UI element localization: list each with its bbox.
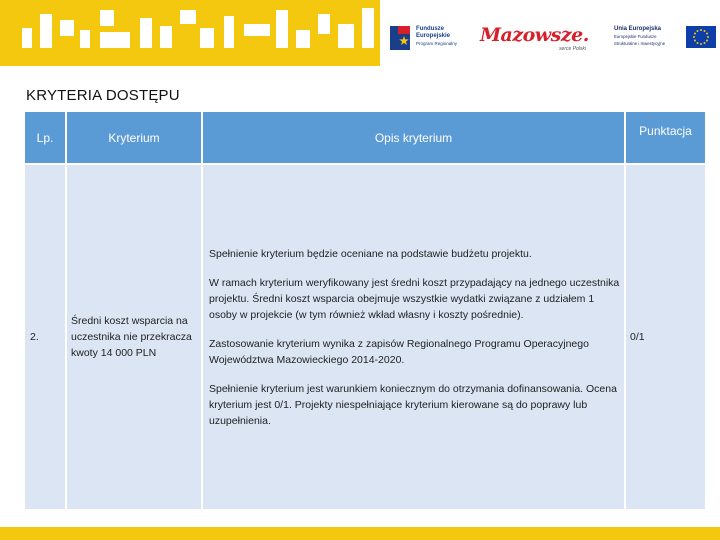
description-paragraph: Spełnienie kryterium jest warunkiem koniecznym do otrzymania dofinansowania. Ocena kryterium jest 0/1. Projekty niespełniające kryterium kierowane są do poprawy lub uzupełnienia. (209, 382, 617, 427)
description-paragraph: Zastosowanie kryterium wynika z zapisów Regionalnego Programu Operacyjnego Województwa Mazowieckiego 2014-2020. (209, 337, 589, 366)
region-logo-name: Mazowsze. (480, 24, 589, 46)
pattern-shape (338, 24, 354, 48)
eu-flag-icon (686, 26, 716, 48)
pattern-shape (296, 30, 310, 48)
cell-criterion: Średni koszt wsparcia na uczestnika nie przekracza kwoty 14 000 PLN (66, 164, 202, 510)
pattern-shape (160, 26, 172, 48)
column-header-criterion: Kryterium (66, 112, 202, 164)
region-logo (478, 22, 590, 56)
eu-logo (614, 24, 718, 56)
criteria-table (25, 112, 707, 511)
logo-strip (380, 0, 720, 66)
cell-description (202, 164, 625, 510)
pattern-shape (318, 14, 330, 34)
eu-logo-line2: Europejskie Fundusze (614, 34, 657, 39)
page-title: KRYTERIA DOSTĘPU (26, 87, 180, 104)
pattern-shape (276, 10, 288, 48)
funds-logo-line1: Fundusze (416, 26, 444, 32)
pattern-shape (60, 20, 74, 36)
pattern-shape (180, 10, 196, 24)
region-logo-tagline: serce Polski (559, 46, 586, 52)
column-header-description: Opis kryterium (202, 112, 625, 164)
funds-logo (390, 22, 480, 56)
column-header-lp: Lp. (25, 112, 66, 164)
top-banner (0, 0, 720, 66)
eu-logo-line3: Strukturalne i Inwestycyjne (614, 41, 666, 46)
pattern-shape (40, 14, 52, 48)
decorative-pattern-band (0, 0, 380, 66)
eu-funds-star-icon (390, 24, 412, 52)
column-header-score: Punktacja (625, 112, 706, 164)
pattern-shape (224, 16, 234, 48)
table-header-row (25, 112, 706, 164)
table-row (25, 164, 706, 510)
funds-logo-text (416, 26, 457, 47)
pattern-shape (244, 24, 270, 36)
pattern-shape (362, 8, 374, 48)
pattern-shape (80, 30, 90, 48)
pattern-shape (22, 28, 32, 48)
pattern-shape (140, 18, 152, 48)
pattern-shape (200, 28, 214, 48)
cell-score: 0/1 (625, 164, 706, 510)
pattern-shape (100, 10, 114, 26)
bottom-accent-band (0, 527, 720, 540)
eu-logo-text (614, 26, 665, 47)
description-paragraph: W ramach kryterium weryfikowany jest średni koszt przypadający na jednego uczestnika projektu. Średni koszt wsparcia obejmuje wszystkie wydatki związane z udziałem 1 osoby w projekcie (w tym również wkład własny i koszty pośrednie). (209, 276, 620, 321)
pattern-shape (100, 32, 130, 48)
description-paragraph: Spełnienie kryterium będzie oceniane na podstawie budżetu projektu. (209, 247, 532, 260)
funds-logo-line2: Europejskie (416, 33, 451, 39)
funds-logo-line3: Program Regionalny (416, 41, 458, 46)
eu-logo-line1: Unia Europejska (614, 26, 662, 32)
cell-lp: 2. (25, 164, 66, 510)
